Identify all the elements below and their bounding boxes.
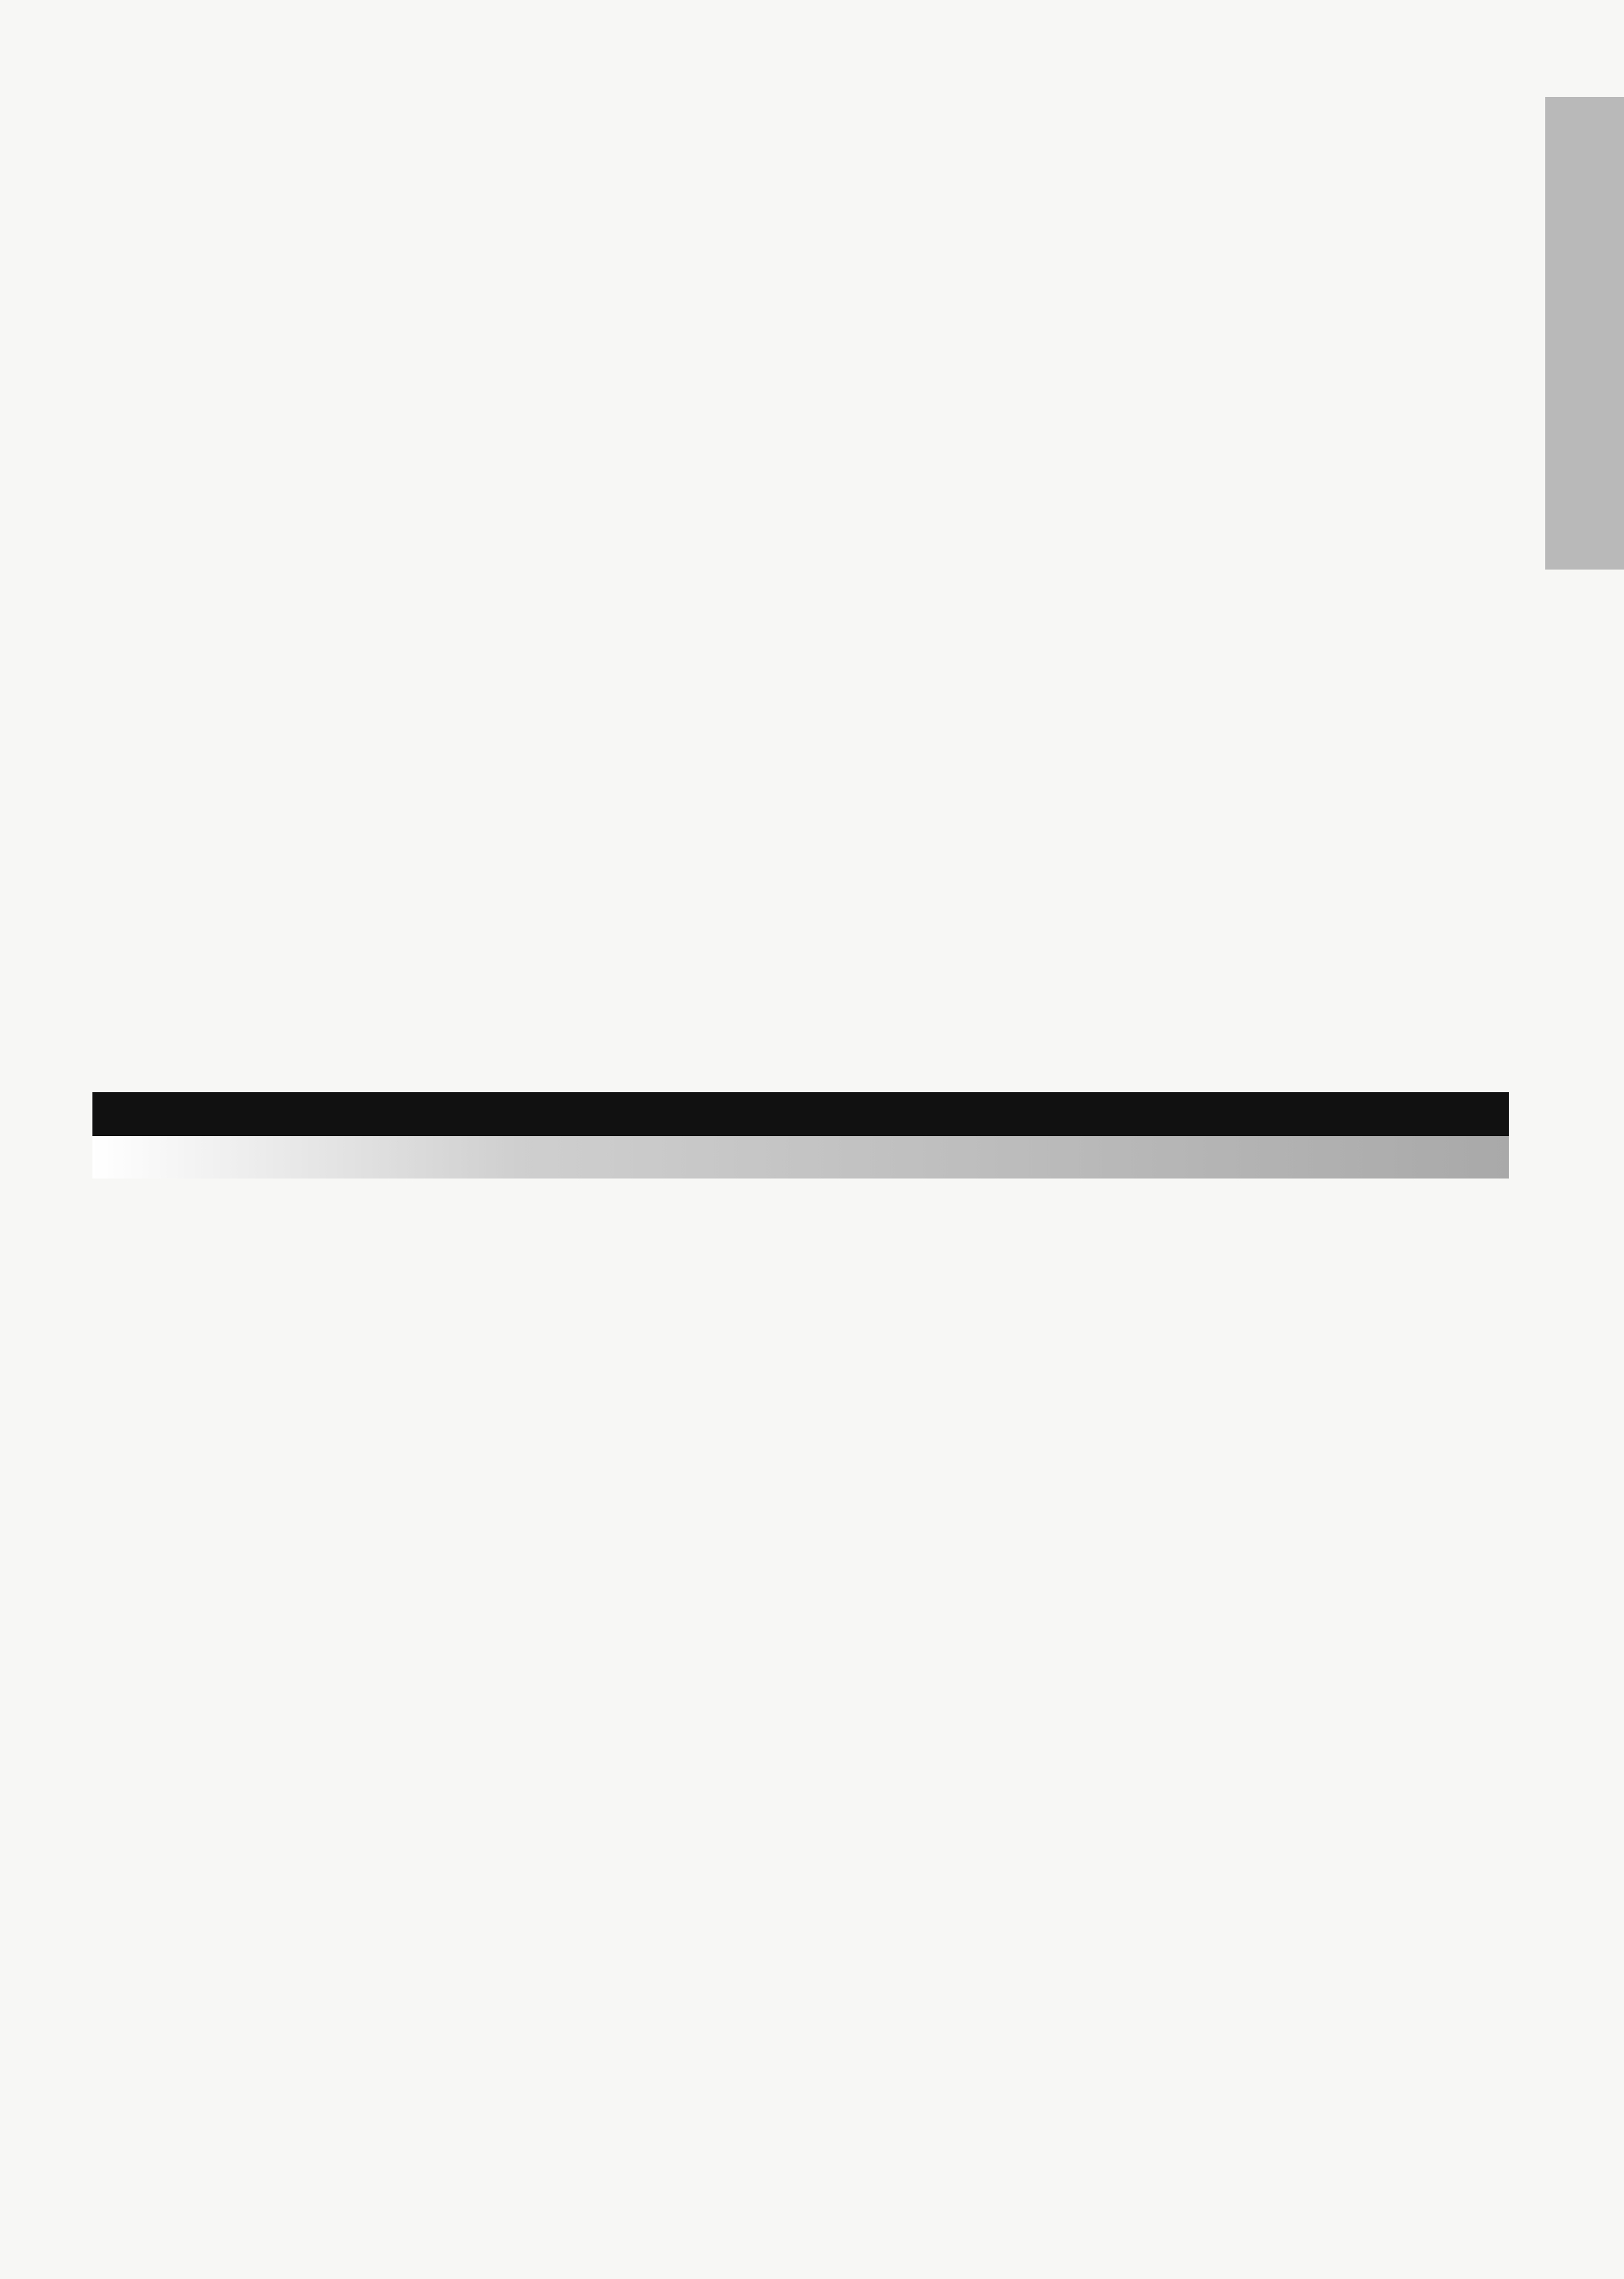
period-banner	[92, 1136, 1509, 1179]
calendar-side-tab	[1545, 97, 1624, 570]
dirt-trial-banner	[92, 1092, 1509, 1136]
page-footer	[909, 2212, 1509, 2245]
